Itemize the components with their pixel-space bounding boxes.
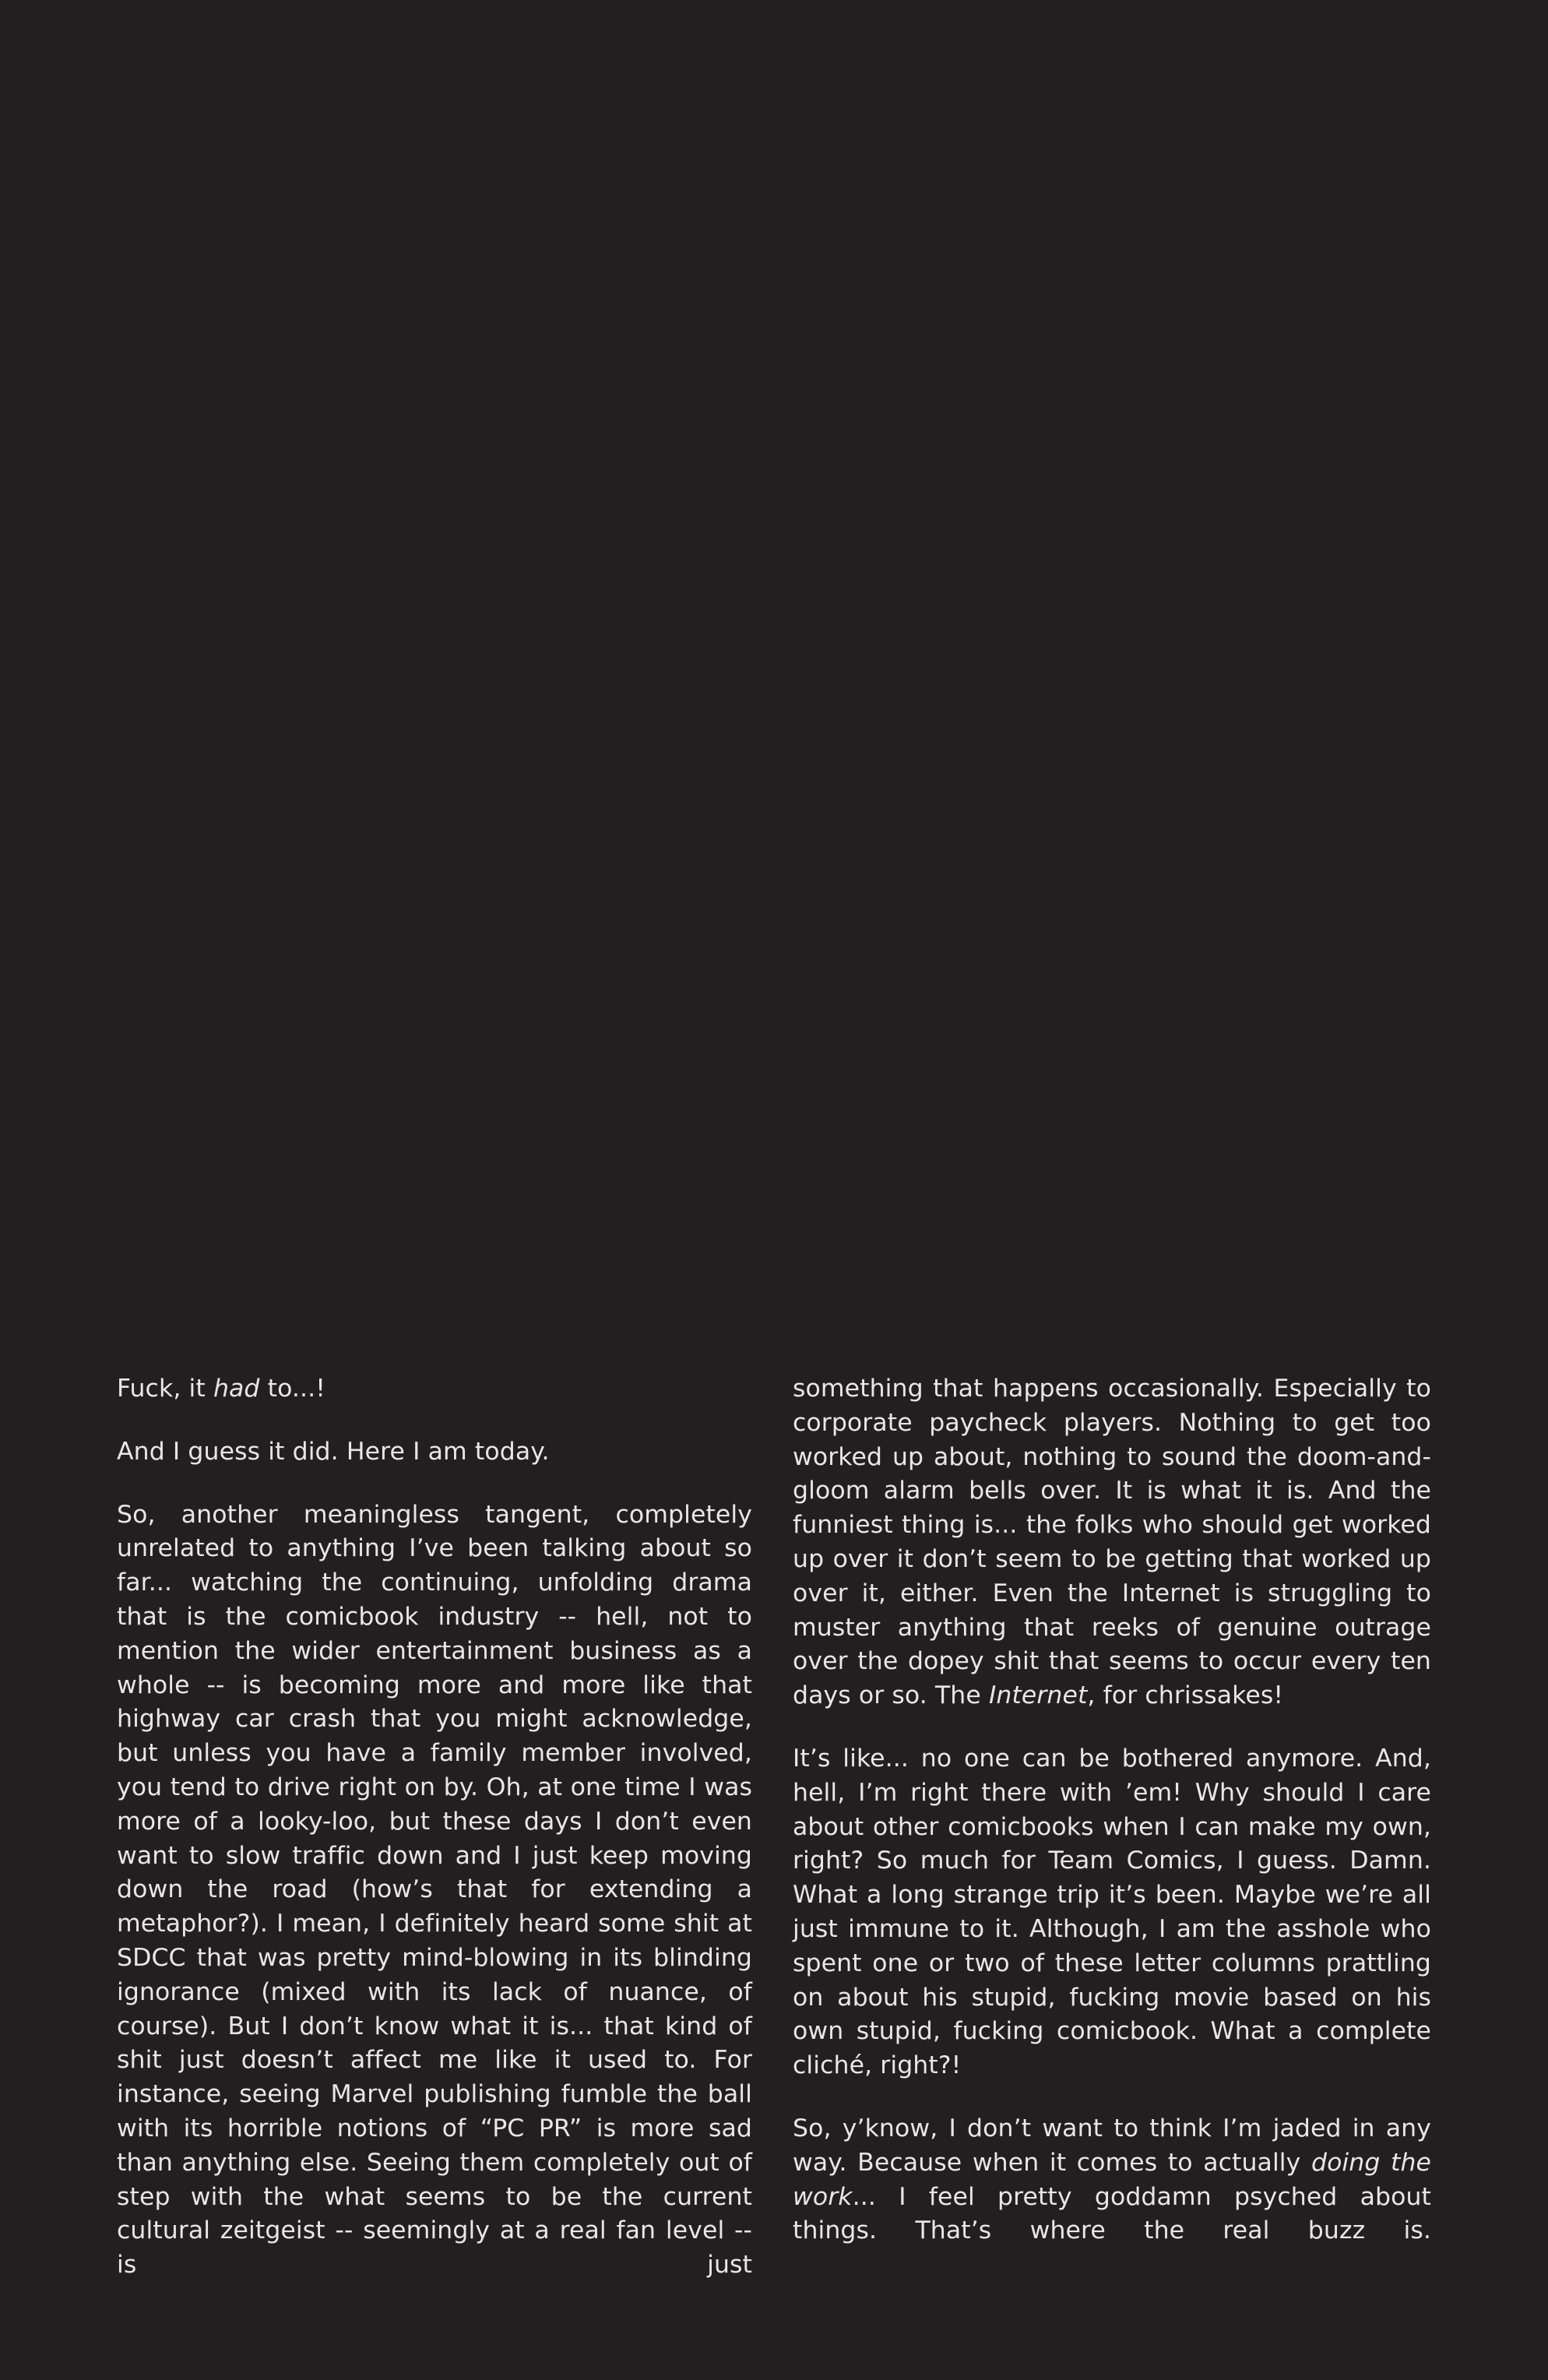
right-p1-text-after: , for chrissakes! bbox=[1087, 1681, 1284, 1710]
right-p3-text-before: So, y’know, I don’t want to think I’m jaded in any way. Because when it comes to actually bbox=[793, 2114, 1431, 2177]
right-p3-text-after: ... I feel pretty goddamn psyched about things. That’s where the real buzz is. bbox=[793, 2182, 1431, 2245]
right-p3-emphasis: doing the work bbox=[793, 2148, 1432, 2211]
right-paragraph-2: It’s like... no one can be bothered anymore. And, hell, I’m right there with ’em! Why should I care about other comicbooks when I can make my own, right? So much for Team Comics, I guess. Damn. What a long strange trip it’s been. Maybe we’re all just immune to it. Although, I am the asshole who spent one or two of these letter columns prattling on about his stupid, fucking movie based on his own stupid, fucking comicbook. What a complete cliché, right?! bbox=[793, 1744, 1431, 2080]
right-column bbox=[793, 1372, 1431, 2248]
right-paragraph-3 bbox=[793, 2112, 1431, 2248]
left-column bbox=[117, 1372, 752, 2283]
right-p1-text-before: something that happens occasionally. Especially to corporate paycheck players. Nothing to get too worked up about, nothing to sound the doom-and-gloom alarm bells over. It is what it is. And the funniest thing is... the folks who should get worked up over it don’t seem to be getting that worked up over it, either. Even the Internet is struggling to muster anything that reeks of genuine outrage over the dopey shit that seems to occur every ten days or so. The bbox=[793, 1375, 1431, 1710]
left-paragraph-3: So, another meaningless tangent, completely unrelated to anything I’ve been talking about so far... watching the continuing, unfolding drama that is the comicbook industry -- hell, not to mention the wider entertainment business as a whole -- is becoming more and more like that highway car crash that you might acknowledge, but unless you have a family member involved, you tend to drive right on by. Oh, at one time I was more of a looky-loo, but these days I don’t even want to slow traffic down and I just keep moving down the road (how’s that for extending a metaphor?). I mean, I definitely heard some shit at SDCC that was pretty mind-blowing in its blinding ignorance (mixed with its lack of nuance, of course). But I don’t know what it is... that kind of shit just doesn’t affect me like it used to. For instance, seeing Marvel publishing fumble the ball with its horrible notions of “PC PR” is more sad than anything else. Seeing them completely out of step with the what seems to be the current cultural zeitgeist -- seemingly at a real fan level -- is just bbox=[117, 1500, 752, 2280]
left-p1-text-before: Fuck, it bbox=[117, 1375, 213, 1403]
right-p1-emphasis: Internet bbox=[988, 1681, 1088, 1710]
left-p1-emphasis: had bbox=[213, 1375, 260, 1403]
left-p1-text-after: to...! bbox=[259, 1375, 325, 1403]
left-paragraph-1 bbox=[117, 1372, 752, 1407]
left-paragraph-2: And I guess it did. Here I am today. bbox=[117, 1437, 550, 1466]
right-paragraph-1 bbox=[793, 1372, 1431, 1713]
